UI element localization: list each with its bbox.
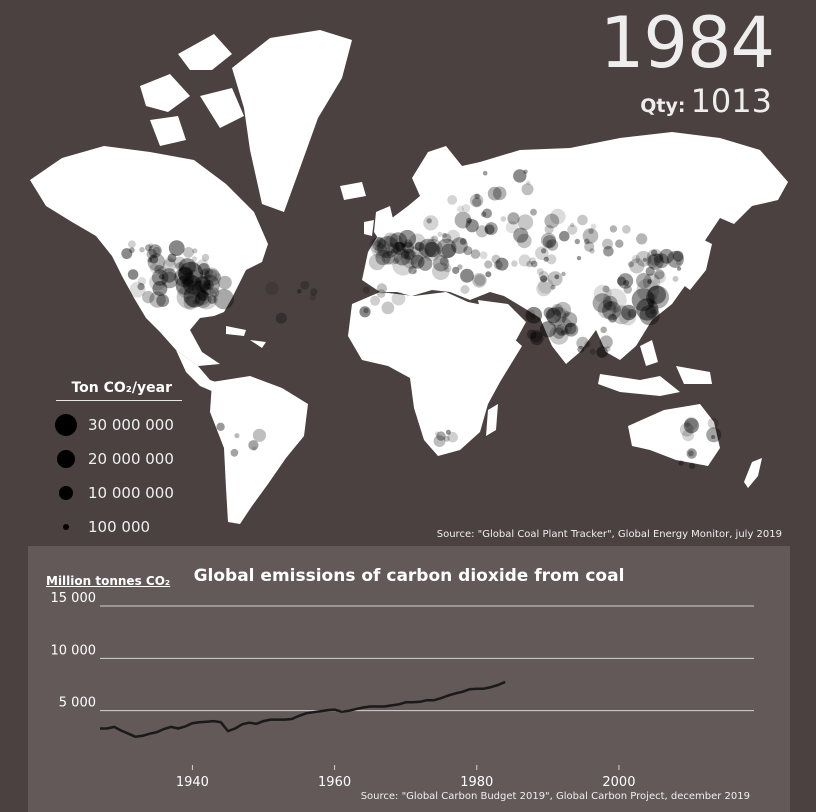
plant-dot [610,225,617,232]
plant-dot [130,282,146,298]
legend-title: Ton CO₂/year [56,380,182,401]
plant-dot [575,239,580,244]
plant-dot [384,233,398,247]
y-tick-label: 15 000 [50,591,96,606]
legend-dot [59,486,73,500]
plant-dot [530,209,537,216]
map-source: Source: "Global Coal Plant Tracker", Global Energy Monitor, july 2019 [436,529,782,540]
plant-dot [527,330,537,340]
emissions-chart-panel [28,546,790,812]
plant-dot [654,253,664,263]
plant-dot [577,215,588,226]
x-tick-label: 2000 [602,775,636,790]
plant-dot [530,314,536,320]
x-tick-label: 1940 [175,775,209,790]
plant-dot [198,263,210,275]
plant-dot [363,287,370,294]
plant-dot [650,309,655,314]
plant-dot [711,435,715,439]
qty-label: Qty: [640,95,686,117]
legend-value: 20 000 000 [88,450,174,468]
qty-value: 1013 [690,82,772,120]
plant-dot [184,297,190,303]
chart-source: Source: "Global Carbon Budget 2019", Global Carbon Project, december 2019 [360,791,750,802]
plant-dot [545,225,554,234]
plant-dot [156,294,169,307]
plant-dot [423,215,438,230]
plant-dot [608,301,614,307]
plant-dot [618,273,634,289]
plant-dot [128,240,136,248]
plant-dot [636,233,647,244]
plant-dot [216,423,224,431]
plant-dot [676,260,682,266]
plant-dot [480,251,488,259]
plant-dot [622,225,631,234]
plant-dot [684,417,697,430]
plant-dot [482,209,492,219]
plant-dot [689,463,695,469]
plant-dot [194,276,210,292]
plant-dot [517,214,533,230]
plant-dot [682,429,694,441]
plant-dot [150,264,159,273]
plant-dot [253,429,266,442]
plant-dot [513,169,526,182]
plant-dot [551,285,556,290]
plant-dot [565,323,579,337]
plant-dot [447,230,460,243]
australia [628,404,720,466]
plant-dot [577,256,581,260]
x-tick-label: 1960 [318,775,352,790]
plant-dot [370,296,380,306]
plant-dot [615,240,623,248]
plant-dot [483,171,488,176]
plant-dot [628,261,634,267]
plant-dot [667,251,684,268]
plant-dot [387,250,393,256]
plant-dot [492,255,501,264]
plant-dot [706,427,721,442]
plant-dot [590,349,596,355]
plant-dot [442,233,447,238]
y-tick-label: 10 000 [50,643,96,659]
plant-dot [442,244,456,258]
plant-dot [446,430,451,435]
plant-dot [493,187,507,201]
plant-dot [158,266,167,275]
y-axis-label: Million tonnes CO₂ [46,574,171,588]
plant-dot [602,239,613,250]
legend-dot [63,524,69,530]
plant-dot [234,433,239,438]
plant-dot [484,260,492,268]
plant-dot [678,460,683,465]
greenland [232,30,352,212]
plant-dot [544,257,549,262]
plant-quantity [640,82,772,120]
legend-row [42,410,182,440]
plant-dot [382,302,395,315]
plant-dot [543,235,556,248]
legend-row [42,444,182,474]
plant-dot [128,269,139,280]
plant-dot [673,276,679,282]
plant-dot [359,306,370,317]
plant-dot [425,242,440,257]
plant-dot [440,257,448,265]
plant-dot [501,216,507,222]
plant-dot [461,285,470,294]
plant-dot [561,272,565,276]
plant-dot [570,223,574,227]
size-legend [42,380,182,536]
plant-dot [553,307,568,322]
plant-dot [231,449,239,457]
plant-dot [605,346,610,351]
plant-dot [437,232,442,237]
plant-dot [457,264,462,269]
plant-dot [584,242,594,252]
plant-dot [183,247,194,258]
plant-dot [447,195,457,205]
plant-dot [708,418,719,429]
plant-dot [377,283,387,293]
plant-dot [460,269,474,283]
plant-dot [654,269,664,279]
plant-dot [588,229,593,234]
legend-value: 10 000 000 [88,484,174,502]
new-zealand [744,458,762,488]
plant-dot [577,346,584,353]
plant-dot [470,194,483,207]
plant-dot [276,313,287,324]
plant-dot [265,282,278,295]
plant-dot [540,321,556,337]
plant-dot [687,448,697,458]
plant-dot [511,260,517,266]
legend-row [42,478,182,508]
iceland [340,182,366,200]
plant-dot [369,254,385,270]
plant-dot [457,206,464,213]
y-tick-label: 5 000 [58,695,96,711]
emissions-series-line [100,682,505,737]
plant-dot [149,274,166,291]
plant-dot [544,307,555,318]
plant-dot [485,222,498,235]
legend-dot [57,450,75,468]
plant-dot [210,287,220,297]
plant-dot [409,234,425,250]
legend-dot [55,414,77,436]
plant-dot [252,446,257,451]
plant-dot [559,231,570,242]
plant-dot [139,247,144,252]
legend-row [42,512,182,542]
plant-dot [522,183,534,195]
x-tick-label: 1980 [460,775,494,790]
plant-dot [519,254,531,266]
madagascar [486,404,498,436]
plant-dot [632,255,640,263]
plant-dot [600,327,607,334]
plant-dot [539,271,549,281]
plant-dot [392,254,414,276]
year-display: 1984 [599,2,774,84]
legend-value: 30 000 000 [88,416,174,434]
plant-dot [297,289,302,294]
chart-title: Global emissions of carbon dioxide from coal [193,566,625,586]
plant-dot [466,218,472,224]
plant-dot [300,281,309,290]
plant-dot [129,247,135,253]
arctic-islands [140,34,244,146]
plant-dot [147,249,157,259]
south-america [210,376,308,524]
plant-dot [413,270,417,274]
plant-dot [310,294,317,301]
plant-dot [392,292,406,306]
plant-dot [192,248,197,253]
plant-dot [444,436,450,442]
caribbean [226,326,266,348]
plant-dot [485,271,491,277]
legend-value: 100 000 [88,518,151,536]
plant-dot [474,274,485,285]
plant-dot [165,256,175,266]
plant-dot [646,267,655,276]
plant-dot [169,240,185,256]
plant-dot [179,258,196,275]
